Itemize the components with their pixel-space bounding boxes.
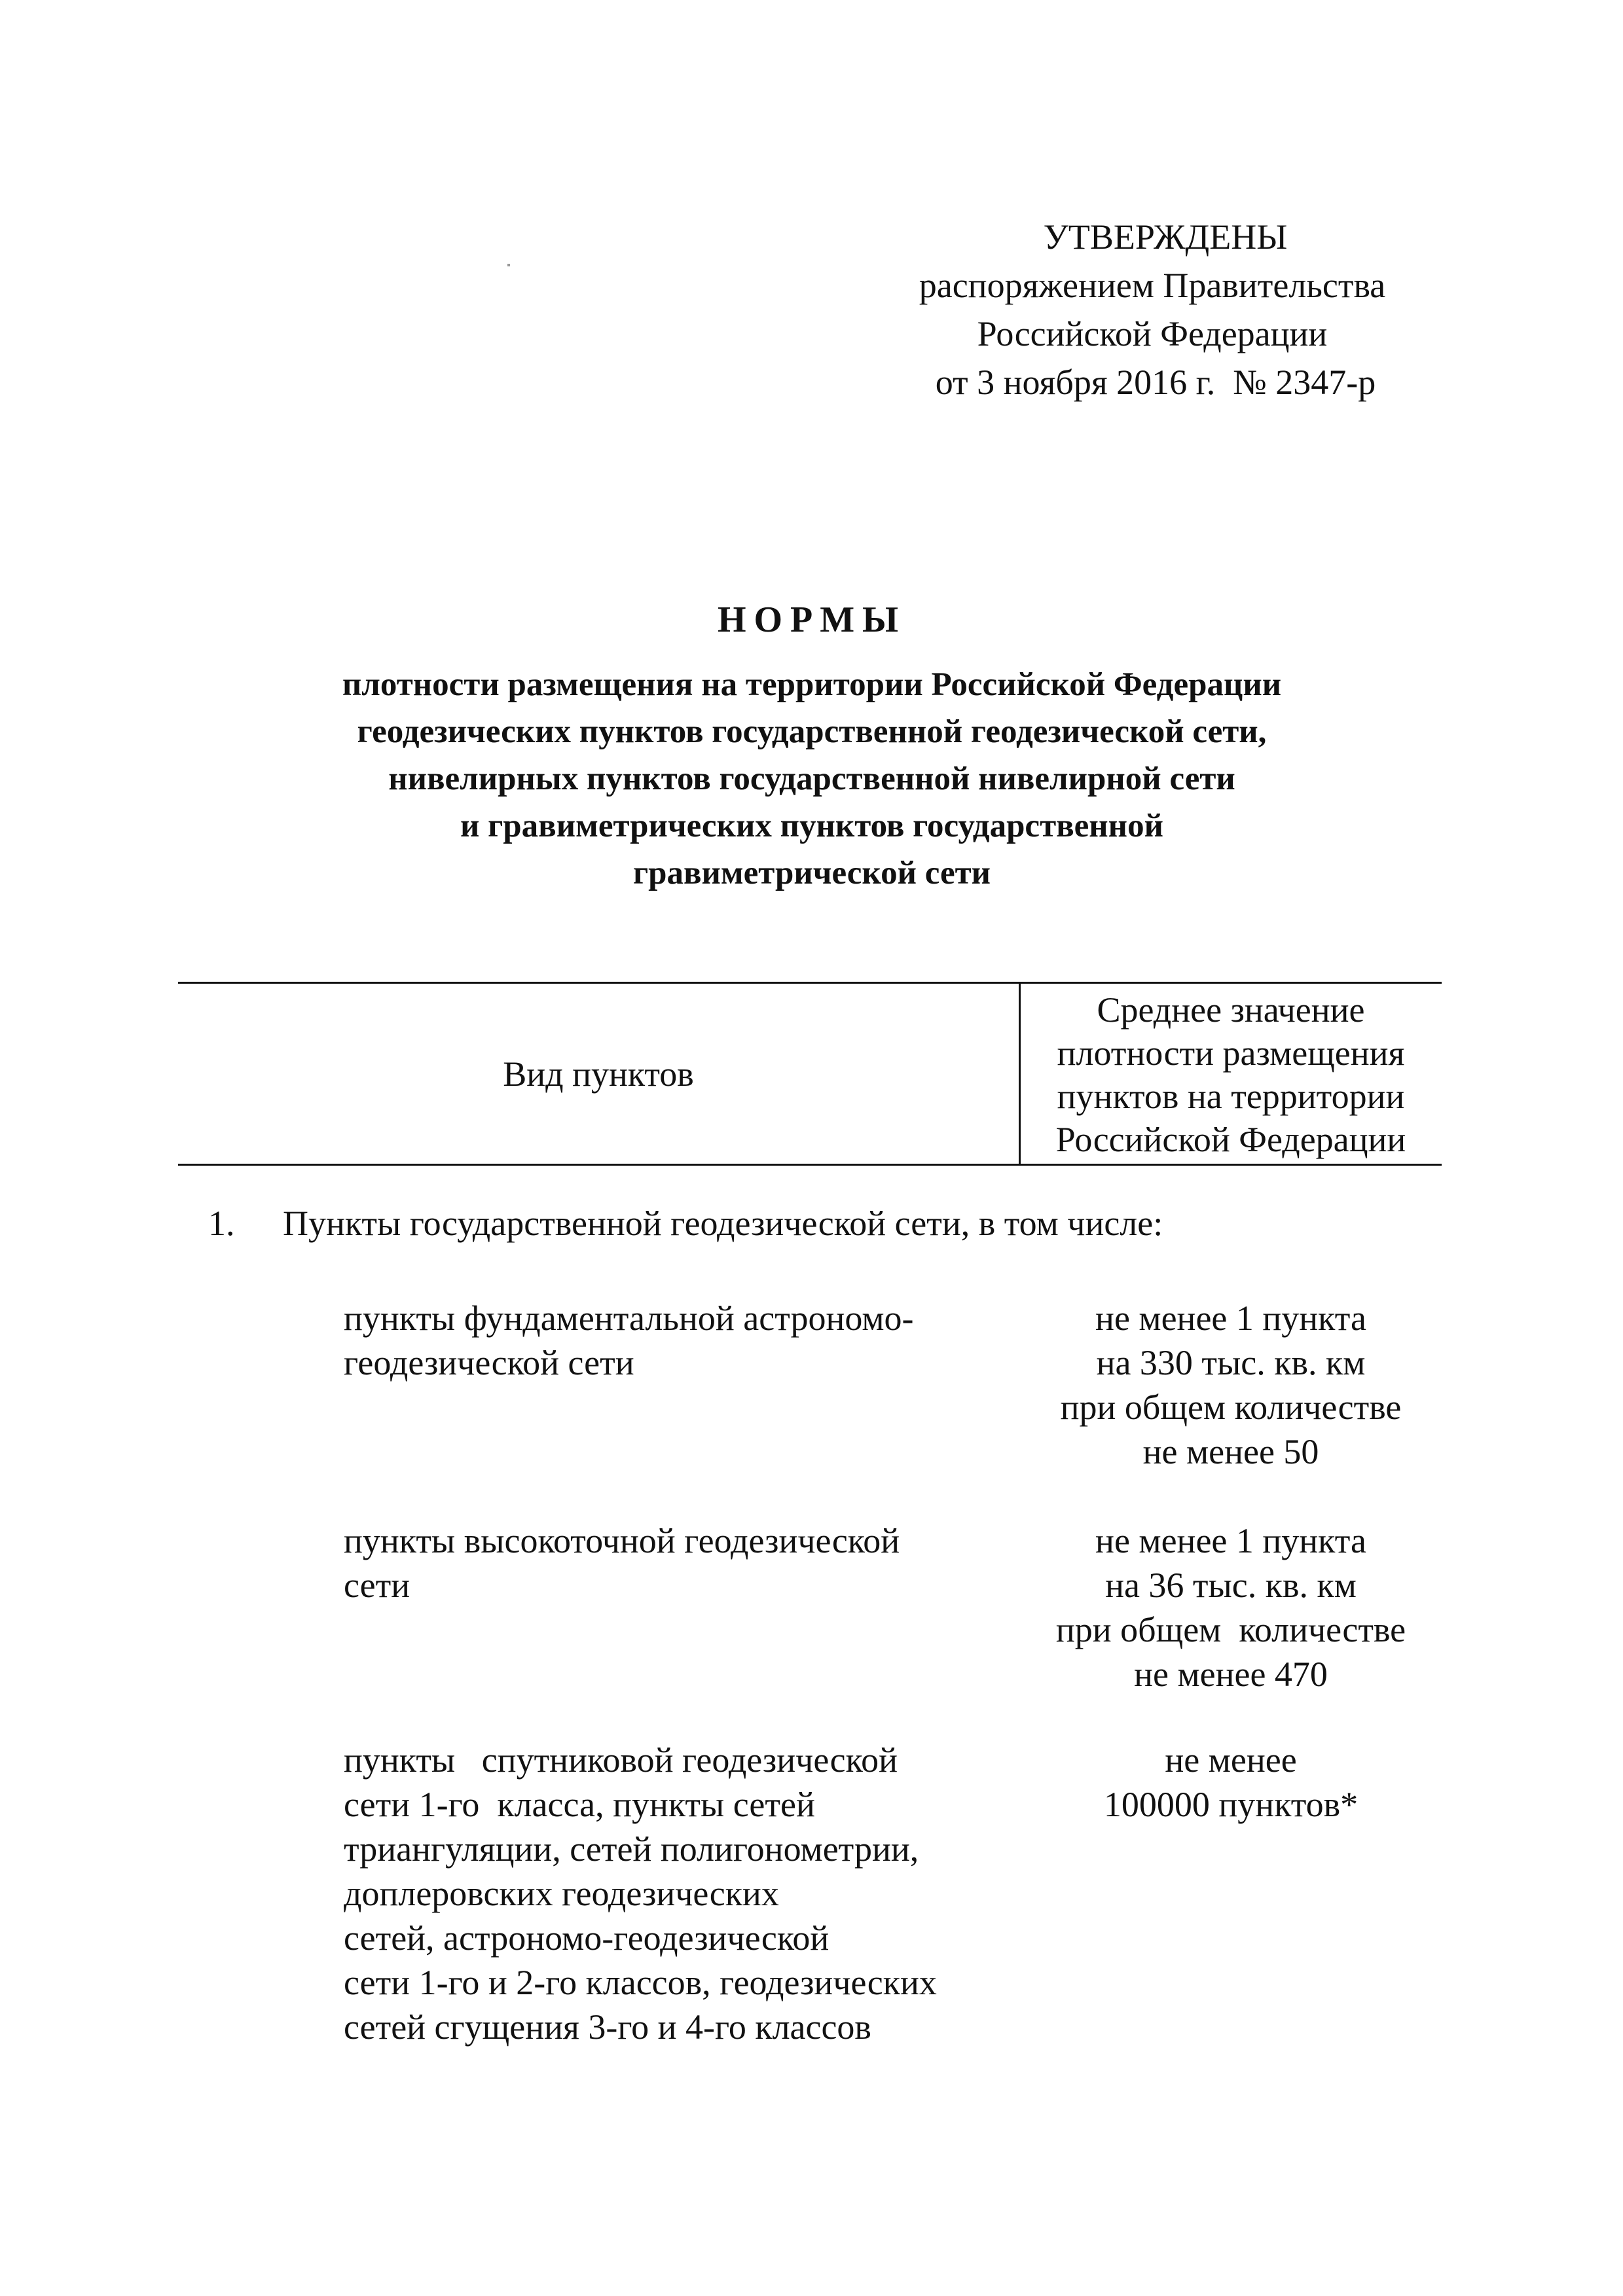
table-header-type-column: Вид пунктов: [503, 1054, 694, 1094]
row-2-point-type: [344, 1518, 1031, 1607]
row-2-density-value: [1021, 1518, 1440, 1696]
row-text-line: геодезической сети: [344, 1343, 634, 1382]
table-header-bottom-rule: [178, 1164, 1442, 1166]
header-line: плотности размещения: [1057, 1033, 1405, 1073]
scan-speck: [507, 264, 510, 266]
row-text-line: триангуляции, сетей полигонометрии,: [344, 1829, 919, 1869]
approval-heading: УТВЕРЖДЕНЫ: [1043, 217, 1288, 257]
document-subtitle: [216, 661, 1408, 897]
row-text-line: доплеровских геодезических: [344, 1874, 779, 1913]
table-header-density-column: [1021, 988, 1440, 1161]
row-text-line: сетей, астрономо-геодезической: [344, 1918, 830, 1958]
row-value-line: не менее: [1165, 1740, 1297, 1780]
row-value-line: 100000 пунктов*: [1103, 1785, 1359, 1824]
row-text-line: сети 1-го класса, пункты сетей: [344, 1785, 815, 1824]
subtitle-line: гравиметрической сети: [632, 855, 991, 891]
approval-block: [877, 213, 1427, 406]
table-header-top-rule: [178, 982, 1442, 984]
row-value-line: не менее 470: [1134, 1655, 1328, 1694]
subtitle-line: плотности размещения на территории Российской Федерации: [342, 666, 1282, 703]
row-text-line: пункты спутниковой геодезической: [344, 1740, 898, 1780]
subtitle-line: и гравиметрических пунктов государственной: [460, 808, 1163, 844]
row-value-line: при общем количестве: [1060, 1388, 1402, 1427]
row-3-density-value: [1021, 1738, 1440, 1827]
header-line: Российской Федерации: [1055, 1120, 1406, 1159]
row-text-line: сети 1-го и 2-го классов, геодезических: [344, 1963, 937, 2002]
subtitle-line: геодезических пунктов государственной геодезической сети,: [357, 713, 1267, 750]
table-header-divider: [1019, 982, 1021, 1165]
row-3-point-type: [344, 1738, 1031, 2049]
row-value-line: на 36 тыс. кв. км: [1105, 1566, 1357, 1605]
approval-date-number: от 3 ноября 2016 г. № 2347-р: [935, 363, 1376, 402]
approval-issuer: распоряжением Правительства: [919, 266, 1386, 305]
section-title: Пункты государственной геодезической сети, в том числе:: [283, 1204, 1163, 1243]
row-value-line: на 330 тыс. кв. км: [1096, 1343, 1366, 1382]
section-number: 1.: [208, 1204, 235, 1243]
subtitle-line: нивелирных пунктов государственной нивелирной сети: [388, 761, 1235, 797]
document-title: НОРМЫ: [717, 600, 907, 640]
header-line: Среднее значение: [1097, 990, 1365, 1030]
row-text-line: сетей сгущения 3-го и 4-го классов: [344, 2007, 871, 2047]
approval-country: Российской Федерации: [977, 314, 1328, 353]
row-value-line: не менее 50: [1142, 1432, 1319, 1471]
row-text-line: пункты высокоточной геодезической: [344, 1521, 900, 1560]
row-text-line: сети: [344, 1566, 410, 1605]
row-1-density-value: [1021, 1296, 1440, 1474]
header-line: пунктов на территории: [1057, 1077, 1405, 1116]
row-1-point-type: [344, 1296, 1031, 1385]
row-text-line: пункты фундаментальной астрономо-: [344, 1299, 914, 1338]
row-value-line: не менее 1 пункта: [1095, 1299, 1366, 1338]
row-value-line: при общем количестве: [1055, 1610, 1406, 1649]
row-value-line: не менее 1 пункта: [1095, 1521, 1366, 1560]
